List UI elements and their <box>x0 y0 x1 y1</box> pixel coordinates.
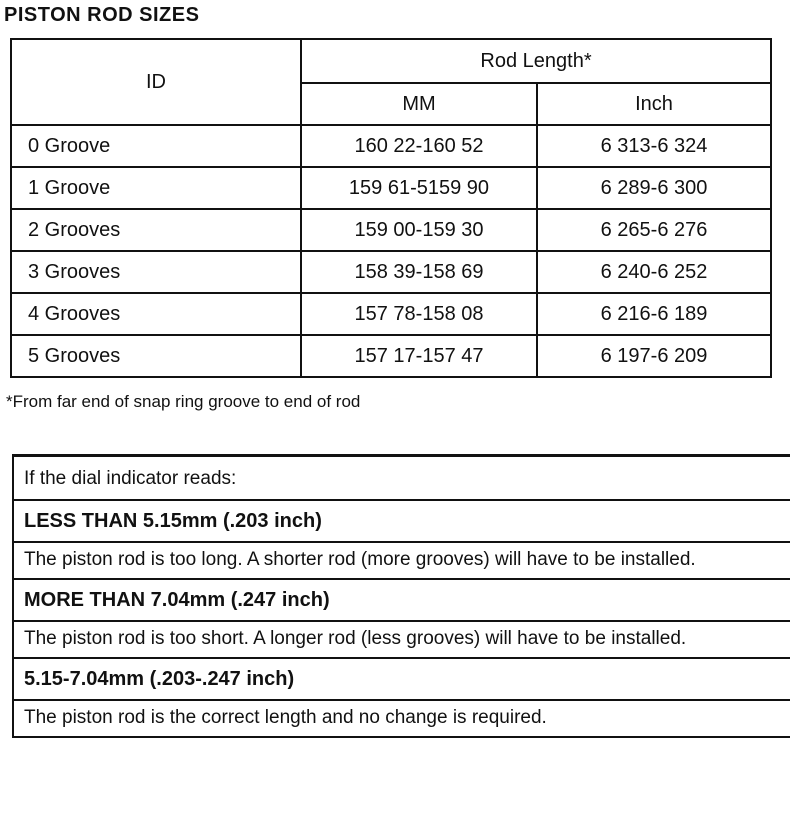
table-row <box>11 209 771 251</box>
table-row <box>11 125 771 167</box>
column-header-inch: Inch <box>537 83 771 125</box>
condition-in-range: 5.15-7.04mm (.203-.247 inch) <box>14 657 790 699</box>
row-mm-cell: 159 61-5159 90 <box>301 167 537 209</box>
dial-indicator-guide <box>12 454 790 738</box>
row-mm-cell: 157 17-157 47 <box>301 335 537 377</box>
row-inch-cell: 6 240-6 252 <box>537 251 771 293</box>
table-row <box>11 167 771 209</box>
row-mm-cell: 158 39-158 69 <box>301 251 537 293</box>
result-too-short: The piston rod is too short. A longer rod (less grooves) will have to be installed. <box>14 620 790 657</box>
row-inch-cell: 6 197-6 209 <box>537 335 771 377</box>
table-footnote: *From far end of snap ring groove to end of rod <box>6 392 361 411</box>
row-inch-cell: 6 216-6 189 <box>537 293 771 335</box>
row-id-cell: 3 Grooves <box>11 251 301 293</box>
condition-more-than: MORE THAN 7.04mm (.247 inch) <box>14 578 790 620</box>
row-inch-cell: 6 313-6 324 <box>537 125 771 167</box>
result-correct: The piston rod is the correct length and no change is required. <box>14 699 790 736</box>
column-header-id: ID <box>11 39 301 125</box>
row-inch-cell: 6 265-6 276 <box>537 209 771 251</box>
row-mm-cell: 157 78-158 08 <box>301 293 537 335</box>
table-row <box>11 293 771 335</box>
piston-rod-sizes-table <box>10 38 772 378</box>
row-id-cell: 0 Groove <box>11 125 301 167</box>
row-mm-cell: 160 22-160 52 <box>301 125 537 167</box>
table-row <box>11 251 771 293</box>
row-id-cell: 4 Grooves <box>11 293 301 335</box>
table-row <box>11 335 771 377</box>
row-inch-cell: 6 289-6 300 <box>537 167 771 209</box>
row-id-cell: 2 Grooves <box>11 209 301 251</box>
column-header-mm: MM <box>301 83 537 125</box>
result-too-long: The piston rod is too long. A shorter rod (more grooves) will have to be installed. <box>14 541 790 578</box>
page-title: PISTON ROD SIZES <box>4 4 200 26</box>
row-id-cell: 5 Grooves <box>11 335 301 377</box>
indicator-intro: If the dial indicator reads: <box>24 468 237 489</box>
column-header-rod-length: Rod Length* <box>301 39 771 83</box>
row-mm-cell: 159 00-159 30 <box>301 209 537 251</box>
condition-less-than: LESS THAN 5.15mm (.203 inch) <box>14 499 790 541</box>
row-id-cell: 1 Groove <box>11 167 301 209</box>
